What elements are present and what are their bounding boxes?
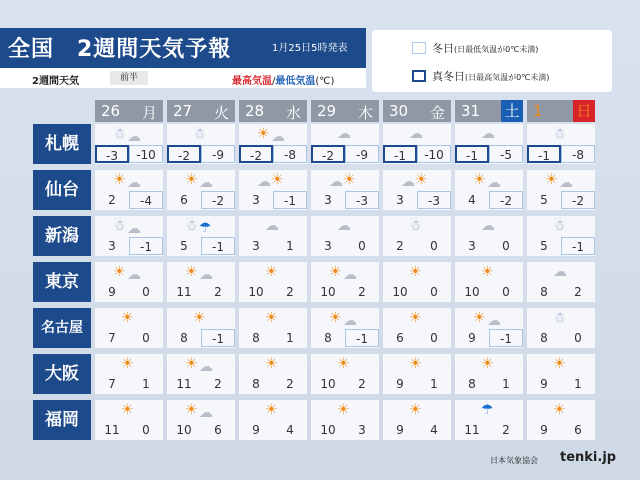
sub-bar — [0, 68, 366, 88]
day-header — [311, 100, 379, 122]
forecast-cell[interactable] — [95, 124, 163, 164]
high-temp: 9 — [108, 285, 116, 299]
high-temp: 9 — [396, 377, 404, 391]
sun-icon: ☀ — [481, 264, 494, 280]
forecast-cell[interactable] — [311, 170, 379, 210]
lo-temp-label: 最低気温 — [275, 76, 316, 87]
low-temp: -1 — [561, 237, 595, 255]
high-temp: 5 — [540, 193, 548, 207]
high-temp: -1 — [455, 145, 489, 163]
high-temp: 10 — [248, 285, 264, 299]
high-temp: -2 — [239, 145, 273, 163]
forecast-cell[interactable] — [167, 354, 235, 394]
low-temp: 0 — [430, 331, 438, 345]
high-temp: 5 — [180, 239, 188, 253]
snow-cloud-icon: ☃ ☁ — [113, 218, 141, 237]
issue-date: 1月25日5時発表 — [272, 43, 348, 54]
cloud-sun-icon: ☁ ☀ — [401, 172, 428, 190]
high-temp: 2 — [396, 239, 404, 253]
low-temp: -1 — [489, 329, 523, 347]
low-temp: 0 — [430, 239, 438, 253]
forecast-cell[interactable] — [95, 308, 163, 348]
low-temp: -1 — [201, 329, 235, 347]
high-temp: 8 — [540, 331, 548, 345]
high-temp: -1 — [527, 145, 561, 163]
midwinter-note: (日最高気温が0℃未満) — [465, 73, 550, 82]
temp-sep: / — [272, 76, 276, 87]
high-temp: 9 — [396, 423, 404, 437]
forecast-cell[interactable] — [167, 124, 235, 164]
forecast-cell[interactable] — [455, 262, 523, 302]
low-temp: 1 — [286, 239, 294, 253]
high-temp: 8 — [324, 331, 332, 345]
sun-icon: ☀ — [481, 356, 494, 372]
low-temp: 0 — [142, 285, 150, 299]
forecast-cell[interactable] — [311, 262, 379, 302]
snow-icon: ☃ — [409, 218, 422, 234]
forecast-cell[interactable] — [527, 354, 595, 394]
sun-icon: ☀ — [337, 356, 350, 372]
forecast-cell[interactable] — [167, 400, 235, 440]
day-number: 26 — [101, 102, 121, 120]
low-temp: 2 — [214, 377, 222, 391]
low-temp: 2 — [502, 423, 510, 437]
day-number: 28 — [245, 102, 265, 120]
low-temp: -4 — [129, 191, 163, 209]
day-header — [95, 100, 163, 122]
day-number: 29 — [317, 102, 337, 120]
low-temp: 4 — [286, 423, 294, 437]
forecast-cell[interactable] — [239, 216, 307, 256]
high-temp: 9 — [468, 331, 476, 345]
high-temp: 5 — [540, 239, 548, 253]
cloud-icon: ☁ — [553, 264, 567, 280]
cloud-icon: ☁ — [481, 126, 495, 142]
snow-icon: ☃ — [553, 126, 566, 142]
forecast-cell[interactable] — [239, 170, 307, 210]
midwinter-label: 真冬日 — [432, 70, 465, 83]
forecast-cell[interactable] — [527, 308, 595, 348]
high-temp: 9 — [540, 423, 548, 437]
city-label: 新潟 — [33, 216, 91, 256]
forecast-cell[interactable] — [95, 262, 163, 302]
forecast-cell[interactable] — [239, 400, 307, 440]
sun-cloud-icon: ☀ ☁ — [185, 172, 213, 191]
low-temp: 1 — [286, 331, 294, 345]
snow-umbrella-icon: ☃ ☂ — [185, 218, 212, 236]
high-temp: 10 — [392, 285, 408, 299]
brand-logo[interactable]: tenki.jp — [560, 450, 617, 465]
forecast-cell[interactable] — [239, 354, 307, 394]
half-tab[interactable]: 前半 — [110, 71, 148, 85]
legend-winter — [412, 40, 538, 56]
weekday-label: 火 — [213, 104, 229, 122]
high-temp: -3 — [95, 145, 129, 163]
low-temp: -9 — [201, 145, 235, 163]
high-temp: 3 — [324, 193, 332, 207]
winter-label: 冬日 — [432, 42, 454, 55]
forecast-cell[interactable] — [311, 354, 379, 394]
low-temp: -3 — [345, 191, 379, 209]
sun-icon: ☀ — [337, 402, 350, 418]
high-temp: 3 — [396, 193, 404, 207]
high-temp: 11 — [176, 285, 192, 299]
forecast-cell[interactable] — [311, 216, 379, 256]
forecast-cell[interactable] — [455, 170, 523, 210]
day-number: 1 — [533, 102, 543, 120]
day-number: 31 — [461, 102, 481, 120]
hi-temp-label: 最高気温 — [232, 76, 272, 87]
low-temp: -1 — [273, 191, 307, 209]
sun-icon: ☀ — [553, 356, 566, 372]
high-temp: 7 — [108, 331, 116, 345]
sun-icon: ☀ — [409, 356, 422, 372]
sun-cloud-icon: ☀ ☁ — [257, 126, 285, 145]
winter-note: (日最低気温が0℃未満) — [454, 45, 539, 54]
sun-cloud-icon: ☀ ☁ — [329, 264, 357, 283]
forecast-cell[interactable] — [455, 124, 523, 164]
high-temp: 10 — [176, 423, 192, 437]
low-temp: 3 — [358, 423, 366, 437]
snow-icon: ☃ — [553, 218, 566, 234]
sun-icon: ☀ — [265, 264, 278, 280]
high-temp: 8 — [468, 377, 476, 391]
cloud-icon: ☁ — [337, 218, 351, 234]
forecast-cell[interactable] — [455, 354, 523, 394]
low-temp: 0 — [430, 285, 438, 299]
city-label: 名古屋 — [33, 308, 91, 348]
forecast-cell[interactable] — [383, 354, 451, 394]
high-temp: 9 — [252, 423, 260, 437]
umbrella-icon: ☂ — [481, 402, 494, 418]
title-bar — [0, 28, 366, 68]
day-number: 27 — [173, 102, 193, 120]
forecast-cell[interactable] — [383, 216, 451, 256]
high-temp: 11 — [176, 377, 192, 391]
forecast-cell[interactable] — [95, 216, 163, 256]
legend-midwinter — [412, 68, 549, 84]
high-temp: 10 — [320, 423, 336, 437]
forecast-cell[interactable] — [527, 400, 595, 440]
weekday-label: 土 — [501, 100, 523, 122]
forecast-cell[interactable] — [311, 400, 379, 440]
high-temp: 10 — [464, 285, 480, 299]
low-temp: 2 — [214, 285, 222, 299]
weekday-label: 水 — [285, 104, 301, 122]
sun-cloud-icon: ☀ ☁ — [545, 172, 573, 191]
forecast-cell[interactable] — [239, 124, 307, 164]
snow-icon: ☃ — [553, 310, 566, 326]
high-temp: 6 — [396, 331, 404, 345]
sun-cloud-icon: ☀ ☁ — [473, 172, 501, 191]
sun-icon: ☀ — [265, 402, 278, 418]
winter-square-icon — [412, 42, 426, 54]
sun-cloud-icon: ☀ ☁ — [185, 402, 213, 421]
cloud-icon: ☁ — [265, 218, 279, 234]
low-temp: 1 — [142, 377, 150, 391]
forecast-cell[interactable] — [95, 170, 163, 210]
cloud-icon: ☁ — [337, 126, 351, 142]
sun-icon: ☀ — [409, 310, 422, 326]
midwinter-square-icon — [412, 70, 426, 82]
low-temp: 2 — [358, 377, 366, 391]
credit-text: 日本気象協会 — [490, 456, 538, 465]
high-temp: 11 — [464, 423, 480, 437]
high-temp: 3 — [468, 239, 476, 253]
forecast-cell[interactable] — [239, 262, 307, 302]
sun-icon: ☀ — [121, 402, 134, 418]
forecast-cell[interactable] — [311, 308, 379, 348]
day-header — [167, 100, 235, 122]
day-header — [383, 100, 451, 122]
snow-cloud-icon: ☃ ☁ — [113, 126, 141, 145]
forecast-cell[interactable] — [167, 262, 235, 302]
temp-legend — [232, 72, 334, 87]
sun-icon: ☀ — [121, 310, 134, 326]
sun-cloud-icon: ☀ ☁ — [329, 310, 357, 329]
low-temp: -10 — [129, 145, 163, 163]
high-temp: 2 — [108, 193, 116, 207]
high-temp: 10 — [320, 377, 336, 391]
forecast-cell[interactable] — [527, 262, 595, 302]
day-header — [239, 100, 307, 122]
cloud-icon: ☁ — [409, 126, 423, 142]
low-temp: 2 — [286, 285, 294, 299]
city-label: 福岡 — [33, 400, 91, 440]
cloud-sun-icon: ☁ ☀ — [257, 172, 284, 190]
day-number: 30 — [389, 102, 409, 120]
low-temp: 0 — [502, 285, 510, 299]
forecast-cell[interactable] — [239, 308, 307, 348]
low-temp: 0 — [142, 331, 150, 345]
low-temp: -2 — [489, 191, 523, 209]
low-temp: 2 — [574, 285, 582, 299]
high-temp: 8 — [252, 331, 260, 345]
low-temp: -10 — [417, 145, 451, 163]
sub-label: 2週間天気 — [32, 76, 79, 87]
sun-cloud-icon: ☀ ☁ — [185, 264, 213, 283]
page-title: 全国 2週間天気予報 — [8, 37, 232, 62]
forecast-cell[interactable] — [383, 124, 451, 164]
low-temp: 0 — [358, 239, 366, 253]
forecast-cell[interactable] — [455, 216, 523, 256]
sun-icon: ☀ — [553, 402, 566, 418]
weekday-label: 金 — [429, 104, 445, 122]
forecast-cell[interactable] — [95, 354, 163, 394]
high-temp: 3 — [324, 239, 332, 253]
high-temp: -1 — [383, 145, 417, 163]
high-temp: 3 — [252, 193, 260, 207]
low-temp: -1 — [345, 329, 379, 347]
cloud-sun-icon: ☁ ☀ — [329, 172, 356, 190]
low-temp: 6 — [214, 423, 222, 437]
cloud-icon: ☁ — [481, 218, 495, 234]
high-temp: -2 — [311, 145, 345, 163]
low-temp: -9 — [345, 145, 379, 163]
forecast-cell[interactable] — [383, 308, 451, 348]
low-temp: 2 — [358, 285, 366, 299]
forecast-cell[interactable] — [311, 124, 379, 164]
low-temp: -1 — [129, 237, 163, 255]
forecast-cell[interactable] — [167, 216, 235, 256]
low-temp: 6 — [574, 423, 582, 437]
weekday-label: 月 — [141, 104, 157, 122]
sun-icon: ☀ — [409, 402, 422, 418]
low-temp: 0 — [502, 239, 510, 253]
sun-cloud-icon: ☀ ☁ — [113, 172, 141, 191]
high-temp: 3 — [108, 239, 116, 253]
forecast-cell[interactable] — [527, 216, 595, 256]
low-temp: -3 — [417, 191, 451, 209]
high-temp: 8 — [252, 377, 260, 391]
day-header — [527, 100, 595, 122]
sun-icon: ☀ — [265, 310, 278, 326]
city-label: 東京 — [33, 262, 91, 302]
low-temp: 1 — [502, 377, 510, 391]
low-temp: -2 — [561, 191, 595, 209]
weekday-label: 木 — [357, 104, 373, 122]
low-temp: -8 — [273, 145, 307, 163]
sun-cloud-icon: ☀ ☁ — [113, 264, 141, 283]
sun-icon: ☀ — [121, 356, 134, 372]
low-temp: 0 — [142, 423, 150, 437]
forecast-cell[interactable] — [95, 400, 163, 440]
city-label: 大阪 — [33, 354, 91, 394]
forecast-cell[interactable] — [383, 170, 451, 210]
sun-icon: ☀ — [409, 264, 422, 280]
forecast-cell[interactable] — [527, 170, 595, 210]
temp-unit: (℃) — [315, 76, 335, 87]
low-temp: -8 — [561, 145, 595, 163]
forecast-cell[interactable] — [527, 124, 595, 164]
city-label: 仙台 — [33, 170, 91, 210]
sun-icon: ☀ — [265, 356, 278, 372]
high-temp: -2 — [167, 145, 201, 163]
forecast-cell[interactable] — [455, 308, 523, 348]
high-temp: 4 — [468, 193, 476, 207]
high-temp: 8 — [540, 285, 548, 299]
forecast-cell[interactable] — [167, 170, 235, 210]
forecast-cell[interactable] — [383, 400, 451, 440]
high-temp: 6 — [180, 193, 188, 207]
city-label: 札幌 — [33, 124, 91, 164]
high-temp: 8 — [180, 331, 188, 345]
low-temp: 2 — [286, 377, 294, 391]
legend-box — [372, 30, 612, 92]
low-temp: 1 — [430, 377, 438, 391]
low-temp: -2 — [201, 191, 235, 209]
high-temp: 11 — [104, 423, 120, 437]
sun-icon: ☀ — [193, 310, 206, 326]
low-temp: 1 — [574, 377, 582, 391]
sun-cloud-icon: ☀ ☁ — [185, 356, 213, 375]
low-temp: -1 — [201, 237, 235, 255]
forecast-cell[interactable] — [383, 262, 451, 302]
low-temp: 4 — [430, 423, 438, 437]
sun-cloud-icon: ☀ ☁ — [473, 310, 501, 329]
weekday-label: 日 — [573, 100, 595, 122]
high-temp: 9 — [540, 377, 548, 391]
high-temp: 3 — [252, 239, 260, 253]
low-temp: -5 — [489, 145, 523, 163]
snow-icon: ☃ — [193, 126, 206, 142]
forecast-cell[interactable] — [455, 400, 523, 440]
low-temp: 0 — [574, 331, 582, 345]
forecast-cell[interactable] — [167, 308, 235, 348]
day-header — [455, 100, 523, 122]
high-temp: 10 — [320, 285, 336, 299]
high-temp: 7 — [108, 377, 116, 391]
